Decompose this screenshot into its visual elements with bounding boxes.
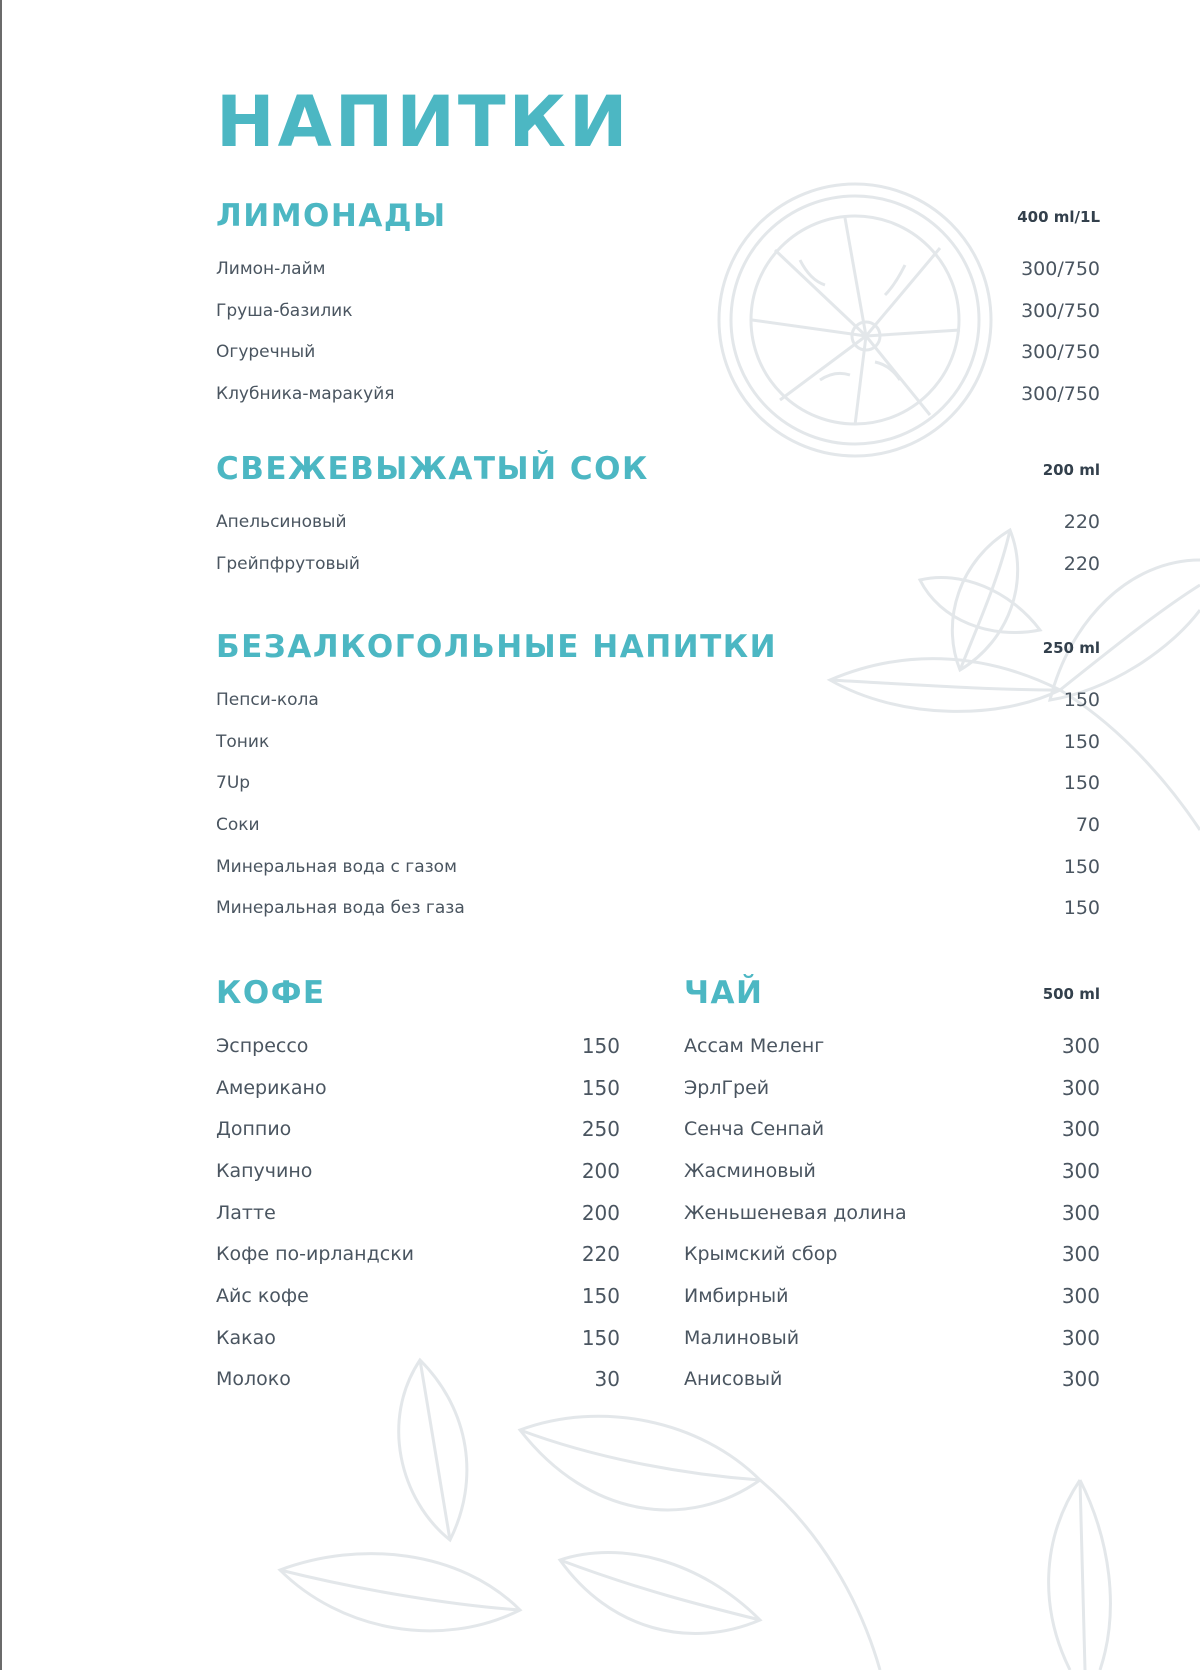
- item-name: Айс кофе: [216, 1284, 309, 1307]
- item-name: Молоко: [216, 1368, 291, 1391]
- section-lemonades: [216, 196, 1100, 416]
- item-price: 220: [581, 1242, 620, 1267]
- section-title-lemonades: ЛИМОНАДЫ: [216, 198, 447, 234]
- item-price: 150: [1063, 772, 1100, 795]
- menu-item: [684, 1192, 1100, 1234]
- item-name: Имбирный: [684, 1284, 789, 1307]
- menu-item: [684, 1108, 1100, 1150]
- menu-item: [216, 1192, 620, 1234]
- menu-item: [216, 501, 1100, 543]
- menu-item: [216, 1275, 620, 1317]
- menu-item: [216, 1233, 620, 1275]
- menu-item: [216, 846, 1100, 888]
- item-price: 250: [581, 1117, 620, 1142]
- item-name: Апельсиновый: [216, 511, 347, 532]
- section-title-juice: СВЕЖЕВЫЖАТЫЙ СОК: [216, 451, 649, 487]
- item-name: Жасминовый: [684, 1159, 816, 1182]
- volume-juice: 200 ml: [1042, 461, 1100, 479]
- item-price: 150: [1063, 855, 1100, 878]
- menu-item: [684, 1233, 1100, 1275]
- section-tea: [684, 973, 1100, 1413]
- item-price: 150: [1063, 897, 1100, 920]
- item-price: 150: [1063, 730, 1100, 753]
- item-name: Американо: [216, 1076, 327, 1099]
- menu-item: [216, 331, 1100, 373]
- page-left-border: [0, 0, 2, 1670]
- item-price: 300: [1061, 1158, 1100, 1183]
- item-name: Доппио: [216, 1118, 292, 1141]
- volume-soft-drinks: 250 ml: [1042, 639, 1100, 657]
- menu-item: [216, 1108, 620, 1150]
- coffee-list: [216, 1025, 620, 1400]
- section-title-soft-drinks: БЕЗАЛКОГОЛЬНЫЕ НАПИТКИ: [216, 629, 778, 665]
- section-coffee: [216, 973, 620, 1413]
- menu-item: [216, 1359, 620, 1401]
- item-price: 200: [581, 1200, 620, 1225]
- menu-item: [216, 1150, 620, 1192]
- volume-lemonades: 400 ml/1L: [1017, 208, 1100, 226]
- item-name: Лимон-лайм: [216, 258, 326, 279]
- item-name: Какао: [216, 1326, 276, 1349]
- menu-item: [216, 887, 1100, 929]
- soft-drinks-list: [216, 679, 1100, 929]
- item-name: Грейпфрутовый: [216, 553, 360, 574]
- menu-item: [216, 1317, 620, 1359]
- item-price: 300: [1061, 1367, 1100, 1392]
- menu-item: [684, 1317, 1100, 1359]
- item-name: Груша-базилик: [216, 300, 353, 321]
- item-name: Сенча Сенпай: [684, 1118, 825, 1141]
- item-price: 300: [1061, 1075, 1100, 1100]
- item-name: 7Up: [216, 773, 251, 794]
- item-price: 150: [581, 1033, 620, 1058]
- item-price: 200: [581, 1158, 620, 1183]
- item-name: Клубника-маракуйя: [216, 383, 395, 404]
- item-name: Эспрессо: [216, 1034, 309, 1057]
- menu-item: [684, 1150, 1100, 1192]
- item-price: 30: [594, 1367, 620, 1392]
- item-price: 300/750: [1021, 382, 1100, 405]
- item-name: Минеральная вода без газа: [216, 898, 465, 919]
- item-name: Пепси-кола: [216, 689, 319, 710]
- item-price: 300: [1061, 1117, 1100, 1142]
- item-price: 300: [1061, 1033, 1100, 1058]
- item-price: 300/750: [1021, 299, 1100, 322]
- item-name: Капучино: [216, 1159, 313, 1182]
- menu-item: [216, 679, 1100, 721]
- item-name: Огуречный: [216, 342, 316, 363]
- item-price: 150: [581, 1075, 620, 1100]
- tea-list: [684, 1025, 1100, 1400]
- menu-item: [216, 1067, 620, 1109]
- item-name: Кофе по-ирландски: [216, 1243, 415, 1266]
- menu-item: [216, 1025, 620, 1067]
- menu-item: [216, 721, 1100, 763]
- item-price: 300: [1061, 1200, 1100, 1225]
- item-price: 300: [1061, 1242, 1100, 1267]
- item-price: 150: [581, 1325, 620, 1350]
- menu-item: [684, 1275, 1100, 1317]
- menu-item: [216, 543, 1100, 585]
- item-name: Женьшеневая долина: [684, 1201, 907, 1224]
- item-price: 300: [1061, 1325, 1100, 1350]
- menu-item: [684, 1067, 1100, 1109]
- item-price: 300/750: [1021, 257, 1100, 280]
- item-name: Минеральная вода с газом: [216, 856, 457, 877]
- item-name: Тоник: [216, 731, 270, 752]
- menu-item: [216, 373, 1100, 415]
- item-name: Ассам Меленг: [684, 1034, 825, 1057]
- menu-item: [216, 804, 1100, 846]
- menu-item: [216, 762, 1100, 804]
- item-name: Анисовый: [684, 1368, 783, 1391]
- section-juice: [216, 449, 1100, 589]
- juice-list: [216, 501, 1100, 584]
- volume-tea: 500 ml: [1042, 985, 1100, 1003]
- item-price: 300/750: [1021, 341, 1100, 364]
- menu-item: [684, 1359, 1100, 1401]
- item-name: Малиновый: [684, 1326, 800, 1349]
- menu-item: [684, 1025, 1100, 1067]
- item-name: Латте: [216, 1201, 276, 1224]
- item-price: 150: [1063, 688, 1100, 711]
- menu-item: [216, 248, 1100, 290]
- section-title-coffee: КОФЕ: [216, 975, 326, 1011]
- lemonades-list: [216, 248, 1100, 415]
- item-price: 150: [581, 1283, 620, 1308]
- item-price: 220: [1063, 552, 1100, 575]
- page-title: НАПИТКИ: [216, 81, 631, 163]
- menu-item: [216, 290, 1100, 332]
- item-name: ЭрлГрей: [684, 1076, 770, 1099]
- item-name: Соки: [216, 814, 260, 835]
- item-name: Крымский сбор: [684, 1243, 838, 1266]
- item-price: 220: [1063, 510, 1100, 533]
- section-title-tea: ЧАЙ: [684, 975, 764, 1011]
- item-price: 70: [1075, 813, 1100, 836]
- item-price: 300: [1061, 1283, 1100, 1308]
- section-soft-drinks: [216, 627, 1100, 932]
